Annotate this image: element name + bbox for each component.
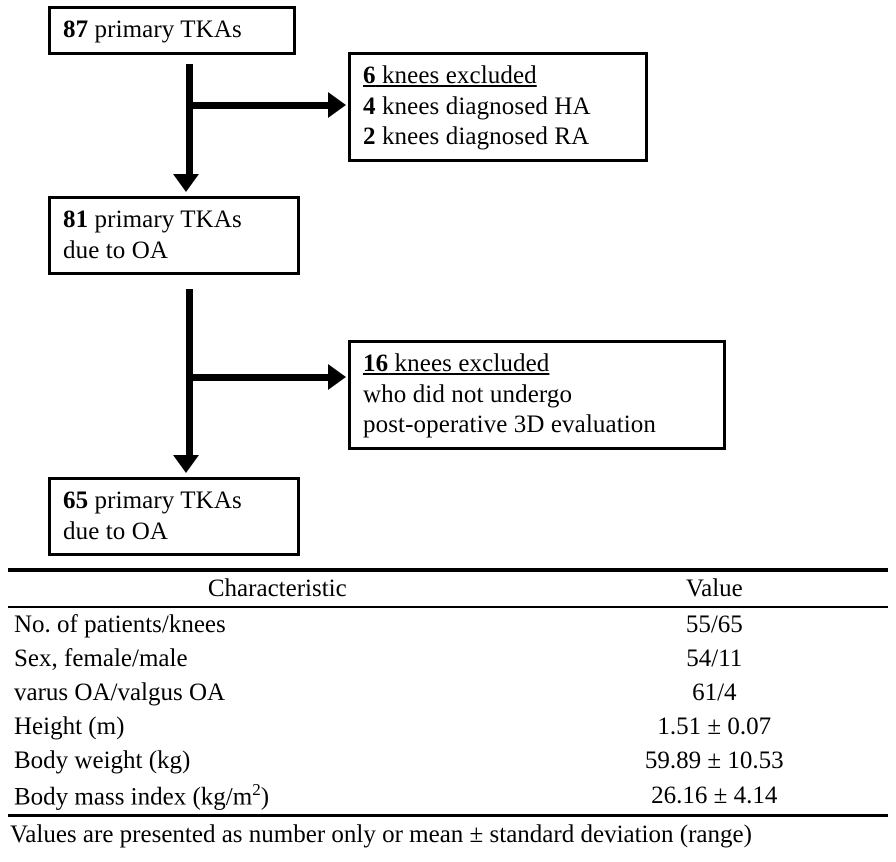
table-row xyxy=(8,676,888,710)
row-characteristic: Sex, female/male xyxy=(14,645,188,672)
connector-to-excluded-1 xyxy=(186,102,330,109)
excluded-1-ha-count: 4 xyxy=(363,92,376,120)
flow-node-excluded-2 xyxy=(348,340,726,450)
excluded-2-line3: post-operative 3D evaluation xyxy=(363,411,656,438)
row-characteristic: No. of patients/knees xyxy=(8,607,541,642)
table-row xyxy=(8,607,888,642)
row-value: 61/4 xyxy=(692,679,737,706)
arrowhead-down-icon xyxy=(173,174,199,192)
row-characteristic-text: Body mass index (kg/m xyxy=(14,783,253,811)
excluded-1-ra-label: knees diagnosed RA xyxy=(375,123,590,150)
table-row xyxy=(8,778,888,814)
excluded-2-label: knees excluded xyxy=(388,350,550,377)
excluded-1-count: 6 xyxy=(363,62,376,89)
row-value: 26.16 ± 4.14 xyxy=(651,782,778,810)
row-characteristic: Height (m) xyxy=(14,713,125,740)
excluded-1-ha-label: knees diagnosed HA xyxy=(375,92,591,120)
row-characteristic-sup: 2 xyxy=(252,780,261,799)
row-characteristic-tail: ) xyxy=(260,783,270,811)
table-header-value: Value xyxy=(541,570,888,607)
table-header-characteristic: Characteristic xyxy=(8,570,541,607)
arrowhead-right-icon xyxy=(328,364,346,390)
row-characteristic: varus OA/valgus OA xyxy=(14,679,226,706)
characteristics-table-wrapper xyxy=(8,568,888,850)
flow-node-excluded-1 xyxy=(348,52,648,162)
node-81-text: primary TKAs xyxy=(88,206,242,233)
flow-node-start-count: 87 xyxy=(63,16,89,43)
flow-node-start xyxy=(48,6,296,55)
node-65-line2: due to OA xyxy=(63,517,169,545)
connector-81-to-65 xyxy=(186,289,193,455)
row-characteristic xyxy=(8,778,541,814)
table-row xyxy=(8,710,888,744)
table-row xyxy=(8,744,888,778)
table-footnote: Values are presented as number only or mean ± standard deviation (range) xyxy=(8,814,888,850)
connector-to-excluded-2 xyxy=(186,374,330,381)
node-65-text: primary TKAs xyxy=(88,487,242,514)
table-header-row xyxy=(8,570,888,607)
node-81-line2: due to OA xyxy=(63,236,169,264)
excluded-2-count: 16 xyxy=(363,350,389,377)
row-value: 59.89 ± 10.53 xyxy=(644,747,784,774)
flow-node-start-text: primary TKAs xyxy=(88,16,242,43)
arrowhead-right-icon xyxy=(328,92,346,118)
characteristics-table xyxy=(8,568,888,814)
arrowhead-down-icon xyxy=(173,455,199,473)
row-value: 55/65 xyxy=(541,607,888,642)
excluded-1-ra-count: 2 xyxy=(363,123,376,150)
flow-node-after-first-exclusion xyxy=(48,196,300,275)
row-characteristic: Body weight (kg) xyxy=(14,747,191,774)
flow-node-final xyxy=(48,477,300,556)
node-81-count: 81 xyxy=(63,206,89,233)
connector-start-to-81 xyxy=(186,64,193,174)
excluded-2-line2: who did not undergo xyxy=(363,380,573,408)
excluded-1-label: knees excluded xyxy=(375,62,537,89)
row-value: 1.51 ± 0.07 xyxy=(657,713,772,740)
row-value: 54/11 xyxy=(686,645,743,672)
table-row xyxy=(8,642,888,676)
node-65-count: 65 xyxy=(63,487,89,514)
